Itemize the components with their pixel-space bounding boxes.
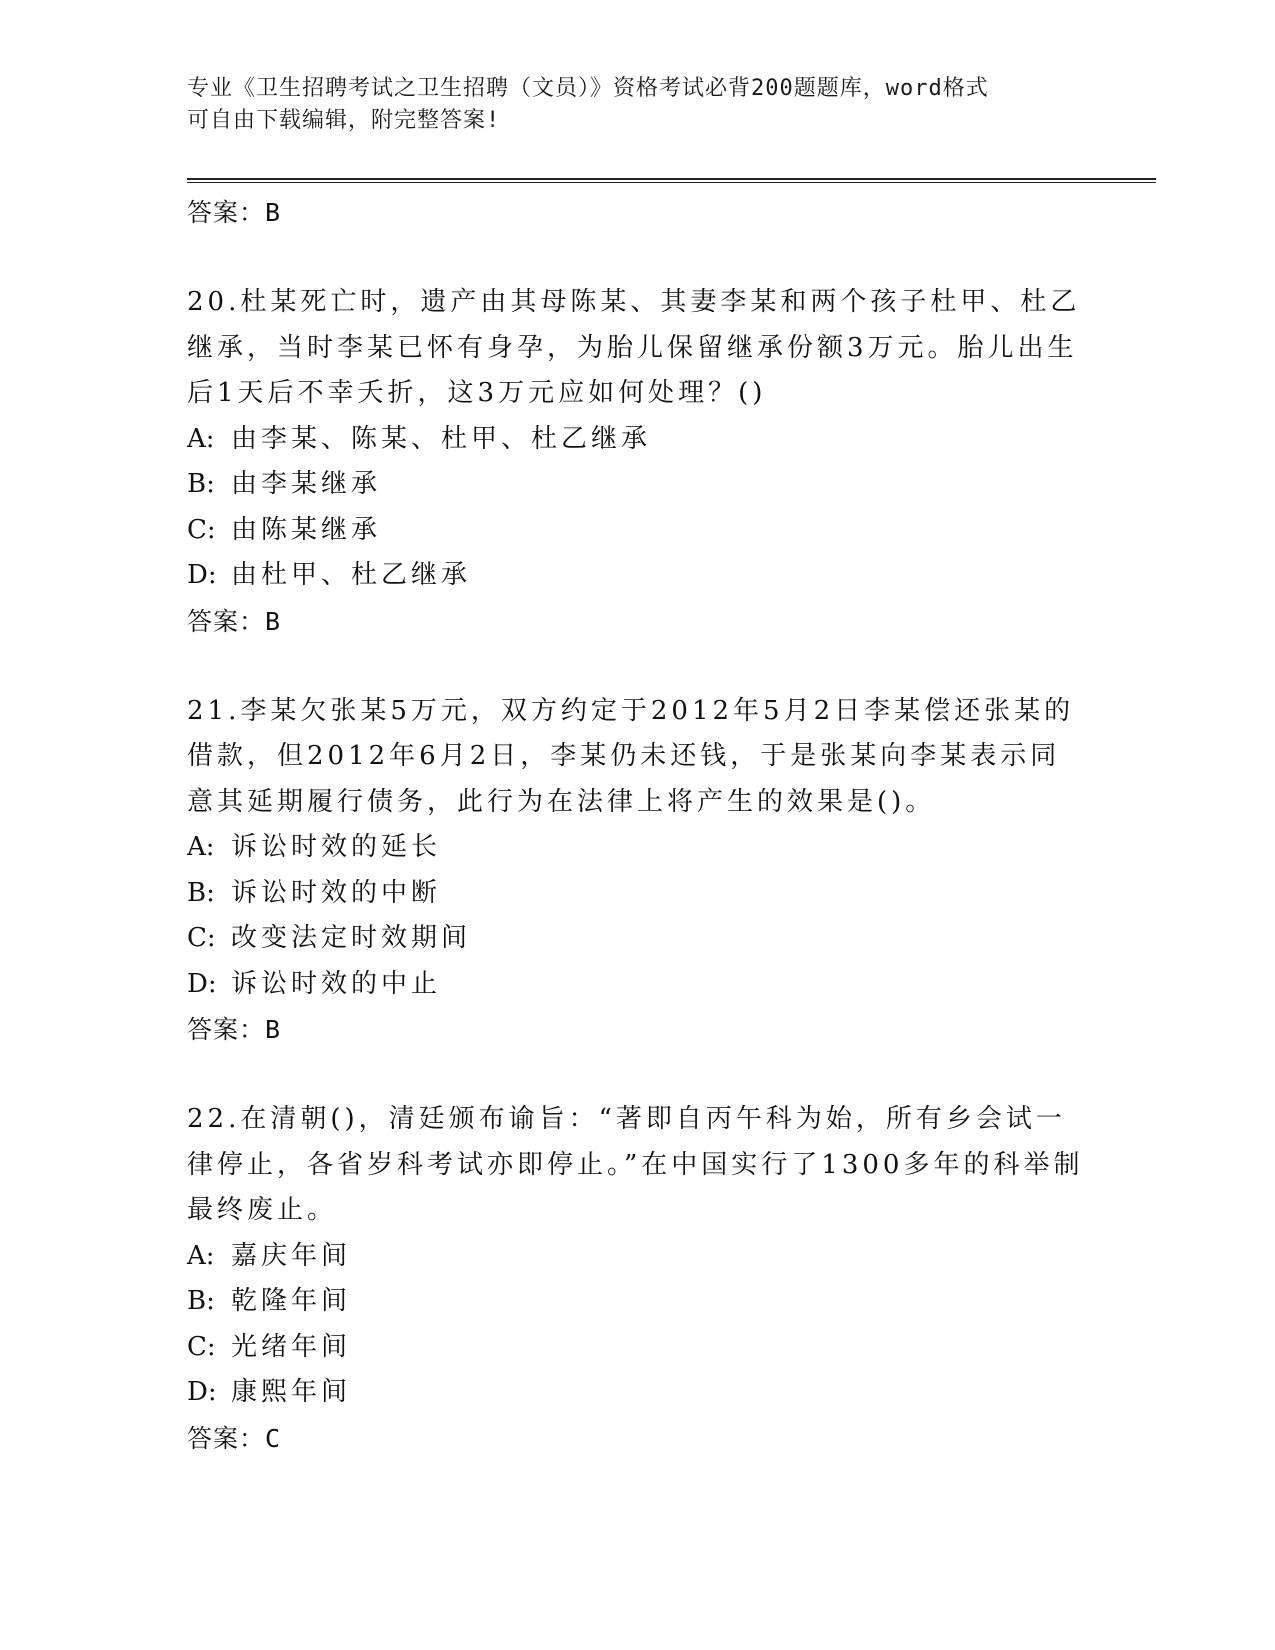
option-text: 改变法定时效期间 <box>231 923 472 953</box>
option-key: A: <box>187 1240 215 1271</box>
option-text: 乾隆年间 <box>231 1286 352 1316</box>
question-stem: 20.杜某死亡时，遗产由其母陈某、其妻李某和两个孩子杜甲、杜乙继承，当时李某已怀有身孕，为胎儿保留继承份额3万元。胎儿出生后1天后不幸夭折，这3万元应如何处理？() <box>187 287 1081 408</box>
option-key: D: <box>187 968 217 999</box>
option-c <box>187 916 1087 962</box>
option-text: 诉讼时效的延长 <box>231 832 442 862</box>
question-22 <box>187 1097 1087 1461</box>
option-text: 光绪年间 <box>231 1331 352 1362</box>
option-d <box>187 1370 1087 1416</box>
option-d <box>187 553 1087 599</box>
option-key: B: <box>187 877 215 908</box>
option-b <box>187 871 1087 917</box>
question-21 <box>187 689 1087 1053</box>
option-b <box>187 1279 1087 1325</box>
option-text: 由李某、陈某、杜甲、杜乙继承 <box>231 423 652 454</box>
option-c <box>187 508 1087 554</box>
header-divider <box>187 178 1156 183</box>
option-key: C: <box>187 514 216 545</box>
option-text: 由李某继承 <box>231 469 382 499</box>
option-a <box>187 1234 1087 1280</box>
option-key: C: <box>187 923 216 953</box>
question-20 <box>187 280 1087 644</box>
option-text: 由杜甲、杜乙继承 <box>231 560 472 590</box>
question-list <box>187 190 1087 1461</box>
answer-line: 答案：B <box>187 606 282 636</box>
option-d <box>187 962 1087 1008</box>
option-c <box>187 1325 1087 1371</box>
document-header <box>187 73 1067 137</box>
option-key: C: <box>187 1331 216 1362</box>
answer-line: 答案：C <box>187 1423 282 1453</box>
option-text: 诉讼时效的中断 <box>231 877 442 908</box>
option-a <box>187 825 1087 871</box>
option-key: A: <box>187 423 215 454</box>
option-text: 诉讼时效的中止 <box>231 968 442 999</box>
option-key: A: <box>187 832 215 862</box>
header-title-line-1: 专业《卫生招聘考试之卫生招聘（文员）》资格考试必背200题题库，word格式 <box>187 76 989 101</box>
header-title-line-2: 可自由下载编辑，附完整答案! <box>187 108 501 133</box>
option-a <box>187 417 1087 463</box>
answer-line: 答案：B <box>187 1015 282 1044</box>
question-stem: 21.李某欠张某5万元，双方约定于2012年5月2日李某偿还张某的借款，但2012年6月2日，李某仍未还钱，于是张某向李某表示同意其延期履行债务，此行为在法律上将产生的效果是()。 <box>187 695 1075 817</box>
option-key: D: <box>187 560 217 590</box>
option-key: B: <box>187 1286 215 1316</box>
option-text: 嘉庆年间 <box>231 1240 352 1271</box>
option-key: D: <box>187 1377 217 1407</box>
option-b <box>187 462 1087 508</box>
option-key: B: <box>187 469 215 499</box>
option-text: 由陈某继承 <box>231 514 382 545</box>
option-text: 康熙年间 <box>231 1377 352 1407</box>
question-stem: 22.在清朝()，清廷颁布谕旨：“著即自丙午科为始，所有乡会试一律停止，各省岁科考试亦即停止。”在中国实行了1300多年的科举制最终废止。 <box>187 1104 1084 1225</box>
previous-answer: 答案：B <box>187 198 282 227</box>
